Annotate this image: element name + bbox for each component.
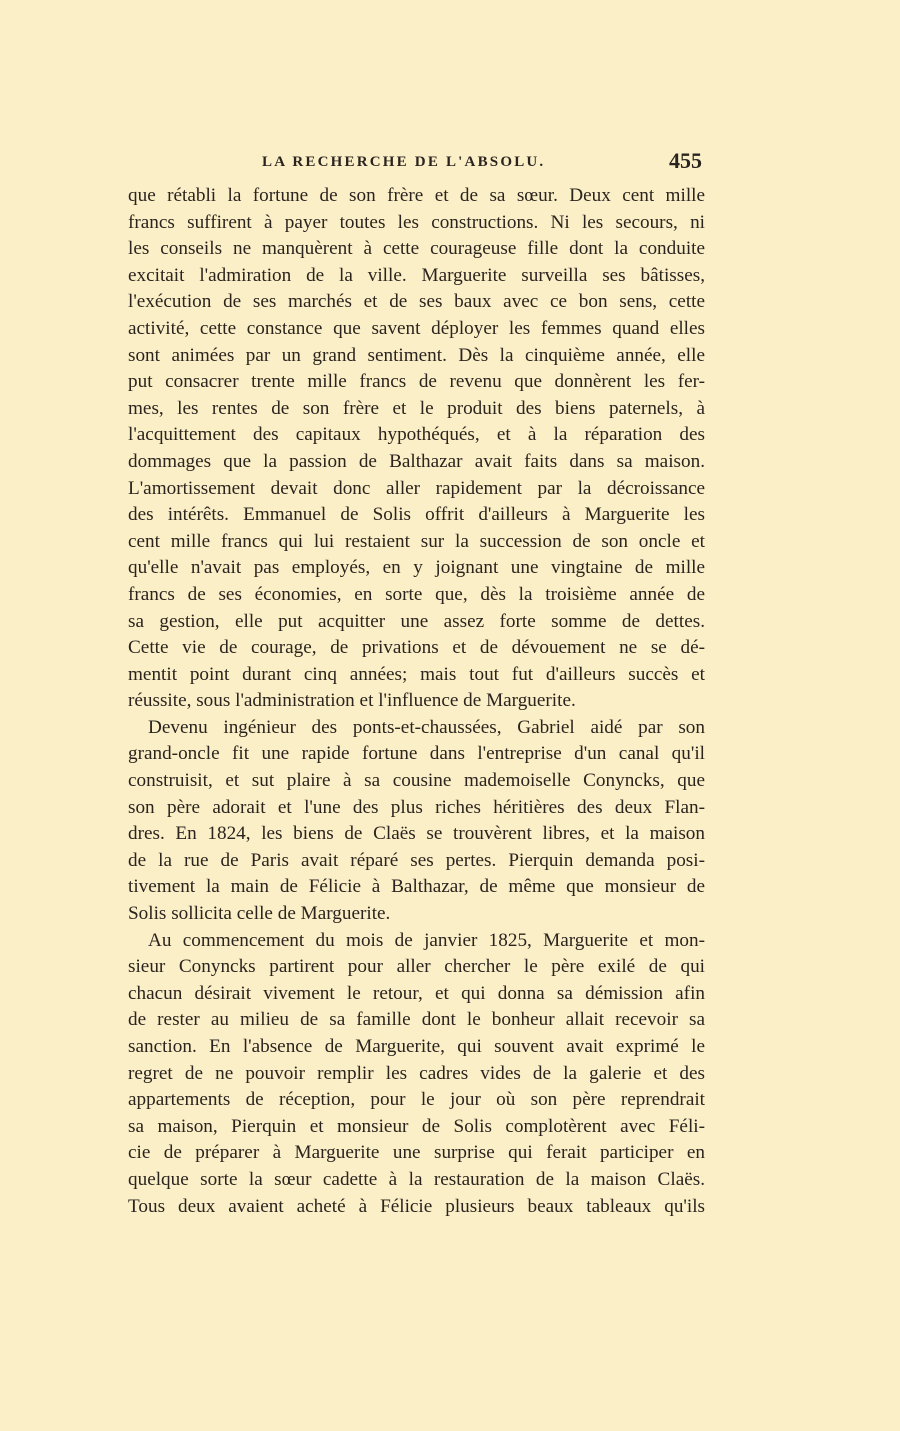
text-line: cent mille francs qui lui restaient sur la succession de son oncle et	[128, 530, 705, 552]
text-line: put consacrer trente mille francs de revenu que donnèrent les fer-	[128, 371, 705, 393]
text-line: chacun désirait vivement le retour, et qui donna sa démission afin	[128, 982, 705, 1004]
text-line: mentit point durant cinq années; mais tout fut d'ailleurs succès et	[128, 663, 705, 685]
text-line: l'acquittement des capitaux hypothéqués, et à la réparation des	[128, 424, 705, 446]
text-line: des intérêts. Emmanuel de Solis offrit d'ailleurs à Marguerite les	[128, 504, 705, 526]
text-line: Au commencement du mois de janvier 1825, Marguerite et mon-	[148, 929, 705, 951]
text-line: sanction. En l'absence de Marguerite, qui souvent avait exprimé le	[128, 1036, 705, 1057]
text-line: sieur Conyncks partirent pour aller chercher le père exilé de qui	[128, 956, 705, 978]
text-line: de rester au milieu de sa famille dont le bonheur allait recevoir sa	[128, 1009, 705, 1031]
text-line: sa maison, Pierquin et monsieur de Solis complotèrent avec Féli-	[128, 1115, 705, 1137]
text-line: que rétabli la fortune de son frère et de sa sœur. Deux cent mille	[128, 185, 705, 206]
text-line: activité, cette constance que savent déployer les femmes quand elles	[128, 317, 705, 339]
text-line: francs de ses économies, en sorte que, dès la troisième année de	[128, 583, 705, 605]
text-line: grand-oncle fit une rapide fortune dans l'entreprise d'un canal qu'il	[128, 743, 705, 765]
text-line: les conseils ne manquèrent à cette courageuse fille dont la conduite	[128, 238, 705, 260]
text-line: regret de ne pouvoir remplir les cadres vides de la galerie et des	[128, 1062, 705, 1084]
text-line: construisit, et sut plaire à sa cousine mademoiselle Conyncks, que	[128, 770, 705, 792]
text-line: tivement la main de Félicie à Balthazar, de même que monsieur de	[128, 876, 705, 898]
running-title: LA RECHERCHE DE L'ABSOLU.	[262, 154, 546, 170]
text-line: réussite, sous l'administration et l'influence de Marguerite.	[128, 690, 576, 712]
text-line: qu'elle n'avait pas employés, en y joignant une vingtaine de mille	[128, 557, 705, 579]
text-line: Devenu ingénieur des ponts-et-chaussées, Gabriel aidé par son	[148, 716, 705, 738]
text-line: L'amortissement devait donc aller rapidement par la décroissance	[128, 477, 705, 499]
text-line: son père adorait et l'une des plus riches héritières des deux Flan-	[128, 796, 705, 818]
text-line: dres. En 1824, les biens de Claës se trouvèrent libres, et la maison	[128, 823, 705, 845]
text-line: Cette vie de courage, de privations et de dévouement ne se dé-	[128, 637, 705, 659]
text-line: excitait l'admiration de la ville. Marguerite surveilla ses bâtisses,	[128, 264, 705, 286]
running-header	[128, 150, 704, 176]
page-number: 455	[669, 148, 702, 173]
text-line: mes, les rentes de son frère et le produit des biens paternels, à	[128, 397, 705, 419]
text-line: l'exécution de ses marchés et de ses baux avec ce bon sens, cette	[128, 291, 705, 313]
text-line: quelque sorte la sœur cadette à la restauration de la maison Claës.	[128, 1168, 705, 1190]
text-line: Tous deux avaient acheté à Félicie plusieurs beaux tableaux qu'ils	[128, 1195, 705, 1217]
text-line: cie de préparer à Marguerite une surprise qui ferait participer en	[128, 1142, 705, 1164]
text-line: dommages que la passion de Balthazar avait faits dans sa maison.	[128, 450, 705, 472]
text-line: Solis sollicita celle de Marguerite.	[128, 903, 391, 925]
text-line: appartements de réception, pour le jour où son père reprendrait	[128, 1089, 705, 1111]
text-line: francs suffirent à payer toutes les constructions. Ni les secours, ni	[128, 211, 705, 233]
text-line: sa gestion, elle put acquitter une assez forte somme de dettes.	[128, 610, 705, 632]
text-line: de la rue de Paris avait réparé ses pertes. Pierquin demanda posi-	[128, 849, 705, 871]
text-line: sont animées par un grand sentiment. Dès la cinquième année, elle	[128, 344, 705, 366]
page-body-text	[128, 183, 705, 1220]
